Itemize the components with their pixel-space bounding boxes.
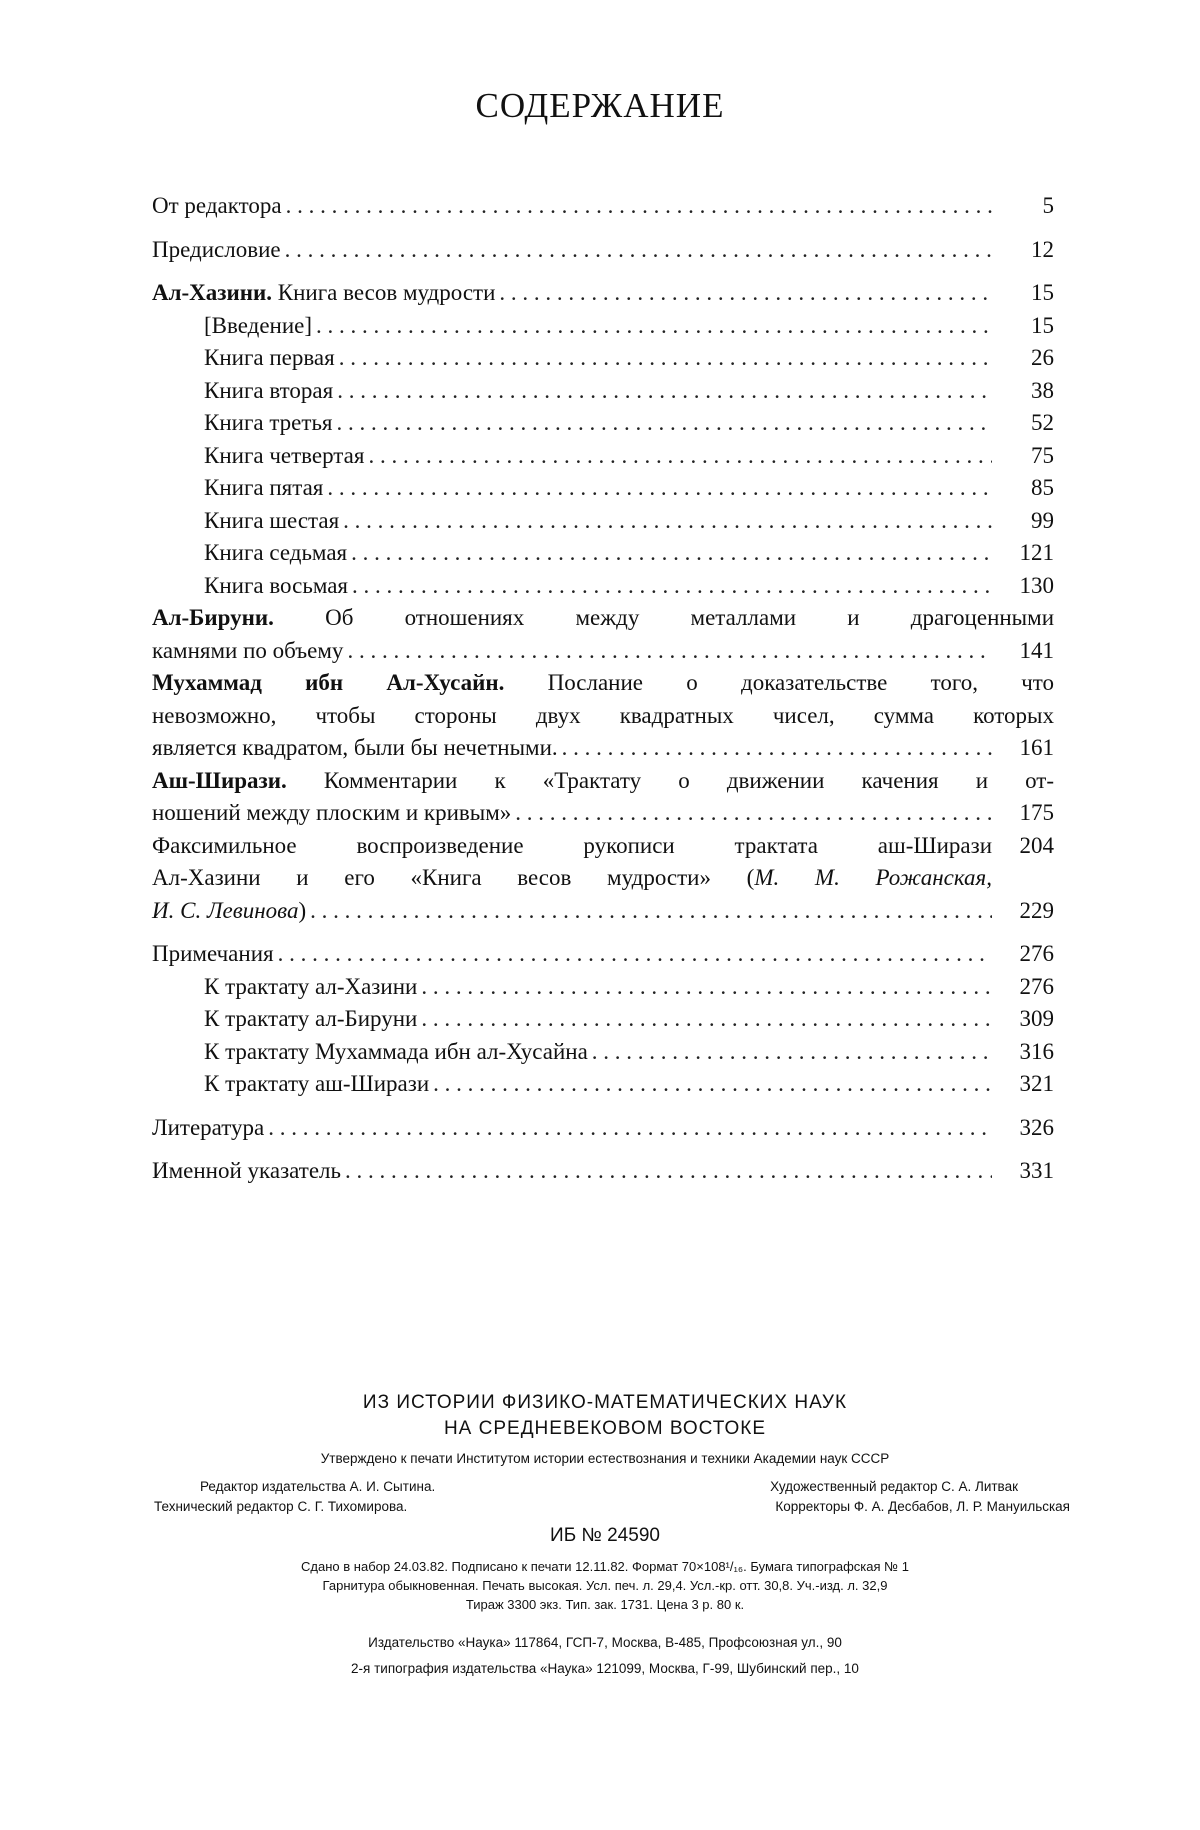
toc-entry-book-6[interactable] [152, 505, 1054, 538]
toc-page-number: 52 [1031, 410, 1054, 435]
toc-page-number: 331 [1019, 1158, 1054, 1183]
dot-leader [347, 537, 992, 570]
toc-entry-author: Ал-Хазини. [152, 280, 273, 305]
approval-note: Утверждено к печати Институтом истории естествознания и техники Академии наук СССР [320, 1451, 890, 1466]
dot-leader [364, 440, 992, 473]
table-of-contents [152, 190, 1054, 1188]
dot-leader [588, 1036, 992, 1069]
toc-page-number: 321 [1019, 1071, 1054, 1096]
toc-entry-editor[interactable] [152, 190, 1054, 223]
toc-page-number: 130 [1019, 572, 1054, 598]
toc-entry-note-shirazi[interactable] [152, 1068, 1054, 1101]
toc-entry-last-line [152, 732, 1054, 765]
toc-entry-title: Книга четвертая [204, 442, 365, 468]
toc-entry-author: Мухаммад ибн Ал-Хусайн. [152, 670, 505, 695]
toc-entry-work: Комментарии к «Трактату о движении качения и от- [286, 767, 1054, 793]
proofreaders: Корректоры Ф. А. Десбабов, Л. Р. Мануильская [775, 1499, 1070, 1514]
toc-entry-author: Аш-Ширази. [152, 767, 287, 793]
dot-leader [417, 1003, 992, 1036]
toc-entry-title: От редактора [152, 193, 282, 218]
printer-address: 2-я типография издательства «Наука» 121099, Москва, Г-99, Шубинский пер., 10 [351, 1661, 859, 1676]
toc-entry-literature[interactable] [152, 1112, 1054, 1145]
toc-entry-line [152, 862, 1054, 895]
toc-entry-book-4[interactable] [152, 440, 1054, 473]
dot-leader [558, 732, 992, 765]
toc-page-number: 276 [1019, 941, 1054, 966]
toc-entry-line: невозможно, чтобы стороны двух квадратных чисел, сумма которых [152, 702, 1054, 728]
toc-entry-essay[interactable] [152, 862, 1054, 927]
toc-page-number: 161 [1019, 735, 1054, 760]
toc-entry-title: Книга пятая [204, 475, 324, 500]
toc-entry-authors: И. С. Левинова [152, 897, 299, 923]
toc-page-number: 15 [1031, 312, 1054, 338]
art-editor: Художественный редактор С. А. Литвак [770, 1479, 1018, 1494]
toc-entry-shirazi[interactable] [152, 765, 1054, 830]
series-title-line-2: НА СРЕДНЕВЕКОВОМ ВОСТОКЕ [443, 1418, 767, 1439]
toc-entry-line [152, 895, 306, 928]
toc-page-number: 229 [1019, 897, 1054, 923]
dot-leader [495, 277, 992, 310]
toc-entry-title: Литература [152, 1114, 265, 1140]
toc-entry-index[interactable] [152, 1155, 1054, 1188]
dot-leader [323, 472, 992, 505]
publishing-editor: Редактор издательства А. И. Сытина. [200, 1479, 436, 1494]
print-details-1: Сдано в набор 24.03.82. Подписано к печати 12.11.82. Формат 70×108¹/₁₆. Бумага типографская № 1 [301, 1559, 909, 1574]
credits-row-1 [140, 1477, 1070, 1497]
toc-entry-title: Книга восьмая [204, 572, 349, 598]
page-title: СОДЕРЖАНИЕ [475, 86, 725, 125]
toc-entry-title: Книга седьмая [204, 540, 348, 565]
toc-entry-title: Предисловие [152, 236, 281, 262]
toc-entry-authors: М. М. Рожанская, [754, 865, 992, 890]
toc-entry-title: Книга вторая [204, 377, 334, 403]
toc-entry-preface[interactable] [152, 234, 1054, 267]
toc-entry-title [152, 862, 992, 895]
toc-entry-line [152, 602, 1054, 635]
toc-entry-line [152, 667, 1054, 700]
dot-leader [339, 505, 992, 538]
dot-leader [343, 635, 992, 668]
publisher-address: Издательство «Наука» 117864, ГСП-7, Москва, В-485, Профсоюзная ул., 90 [368, 1635, 842, 1650]
ib-number: ИБ № 24590 [550, 1525, 660, 1546]
toc-page-number: 326 [1019, 1114, 1054, 1140]
toc-entry-title [152, 277, 495, 310]
toc-entry-title: К трактату аш-Ширази [204, 1071, 430, 1096]
toc-entry-book-1[interactable] [152, 342, 1054, 375]
toc-entry-book-3[interactable] [152, 407, 1054, 440]
toc-entry-title [152, 667, 1054, 732]
toc-page-number: 204 [1019, 832, 1054, 858]
toc-page-number: 26 [1031, 345, 1054, 370]
toc-page-number: 175 [1019, 800, 1054, 825]
toc-entry-book-7[interactable] [152, 537, 1054, 570]
toc-entry-introduction[interactable] [152, 310, 1054, 343]
toc-entry-book-2[interactable] [152, 375, 1054, 408]
series-title-line-1: ИЗ ИСТОРИИ ФИЗИКО-МАТЕМАТИЧЕСКИХ НАУК [362, 1392, 848, 1413]
toc-entry-note-biruni[interactable] [152, 1003, 1054, 1036]
toc-entry-notes[interactable] [152, 938, 1054, 971]
toc-entry-title: [Введение] [204, 312, 313, 338]
dot-leader [341, 1155, 992, 1188]
dot-leader [333, 375, 992, 408]
technical-editor: Технический редактор С. Г. Тихомирова. [154, 1499, 408, 1514]
toc-entry-book-5[interactable] [152, 472, 1054, 505]
toc-entry-title: Книга первая [204, 345, 335, 370]
toc-entry-last-line [152, 895, 1054, 928]
toc-entry-work: Ал-Хазини и его «Книга весов мудрости» ( [152, 865, 755, 890]
toc-entry-title [152, 765, 1054, 798]
dot-leader [429, 1068, 992, 1101]
toc-entry-title: Примечания [152, 941, 274, 966]
print-details-3: Тираж 3300 экз. Тип. зак. 1731. Цена 3 р. 80 к. [465, 1597, 745, 1612]
toc-entry-facsimile[interactable] [152, 830, 1054, 863]
toc-page-number: 12 [1031, 236, 1054, 262]
toc-page-number: 309 [1019, 1006, 1054, 1031]
toc-entry-line: ношений между плоским и кривым» [152, 800, 512, 825]
dot-leader [312, 310, 992, 343]
toc-entry-title: Именной указатель [152, 1158, 342, 1183]
toc-page-number: 75 [1031, 442, 1054, 468]
toc-entry-last-line [152, 797, 1054, 830]
toc-entry-title: Книга третья [204, 410, 333, 435]
toc-page-number: 99 [1031, 507, 1054, 533]
toc-page-number: 85 [1031, 475, 1054, 500]
toc-entry-work: Послание о доказательстве того, что [504, 670, 1055, 695]
dot-leader [281, 234, 992, 267]
toc-entry-author: Ал-Бируни. [152, 605, 274, 630]
toc-page-number: 316 [1019, 1038, 1054, 1064]
toc-entry-last-line [152, 635, 1054, 668]
dot-leader [282, 190, 992, 223]
credits-row-2 [140, 1497, 1070, 1517]
toc-page-number: 141 [1019, 637, 1054, 663]
toc-entry-line: является квадратом, были бы нечетными. [152, 735, 558, 760]
toc-entry-husain[interactable] [152, 667, 1054, 765]
toc-entry-book-8[interactable] [152, 570, 1054, 603]
dot-leader [348, 570, 992, 603]
dot-leader [333, 407, 992, 440]
toc-page-number: 38 [1031, 377, 1054, 403]
toc-entry-title: К трактату Мухаммада ибн ал-Хусайна [204, 1038, 588, 1064]
toc-page-number: 276 [1019, 973, 1054, 999]
toc-entry-khazini[interactable] [152, 277, 1054, 310]
toc-page-number: 15 [1031, 280, 1054, 305]
toc-entry-note-khazini[interactable] [152, 971, 1054, 1004]
toc-entry-title [152, 602, 1054, 635]
dot-leader [274, 938, 992, 971]
toc-entry-title: К трактату ал-Хазини [204, 973, 418, 999]
toc-entry-line: камнями по объему [152, 637, 344, 663]
dot-leader [511, 797, 992, 830]
dot-leader [264, 1112, 992, 1145]
toc-entry-biruni[interactable] [152, 602, 1054, 667]
toc-page-number: 121 [1019, 540, 1054, 565]
toc-entry-work: Книга весов мудрости [272, 280, 496, 305]
toc-entry-title: Книга шестая [204, 507, 340, 533]
toc-entry-title: К трактату ал-Бируни [204, 1006, 418, 1031]
toc-entry-note-husain[interactable] [152, 1036, 1054, 1069]
dot-leader [335, 342, 992, 375]
toc-entry-work: Об отношениях между металлами и драгоценными [273, 605, 1054, 630]
dot-leader [306, 895, 992, 928]
toc-entry-line [152, 765, 1054, 798]
imprint-block [140, 1390, 1070, 1679]
toc-entry-title: Факсимильное воспроизведение рукописи трактата аш-Ширази [152, 832, 992, 858]
dot-leader [417, 971, 992, 1004]
toc-entry-paren: ) [298, 897, 307, 923]
toc-page-number: 5 [1042, 193, 1054, 218]
print-details-2: Гарнитура обыкновенная. Печать высокая. Усл. печ. л. 29,4. Усл.-кр. отт. 30,8. Уч.-изд. л. 32,9 [322, 1578, 888, 1593]
